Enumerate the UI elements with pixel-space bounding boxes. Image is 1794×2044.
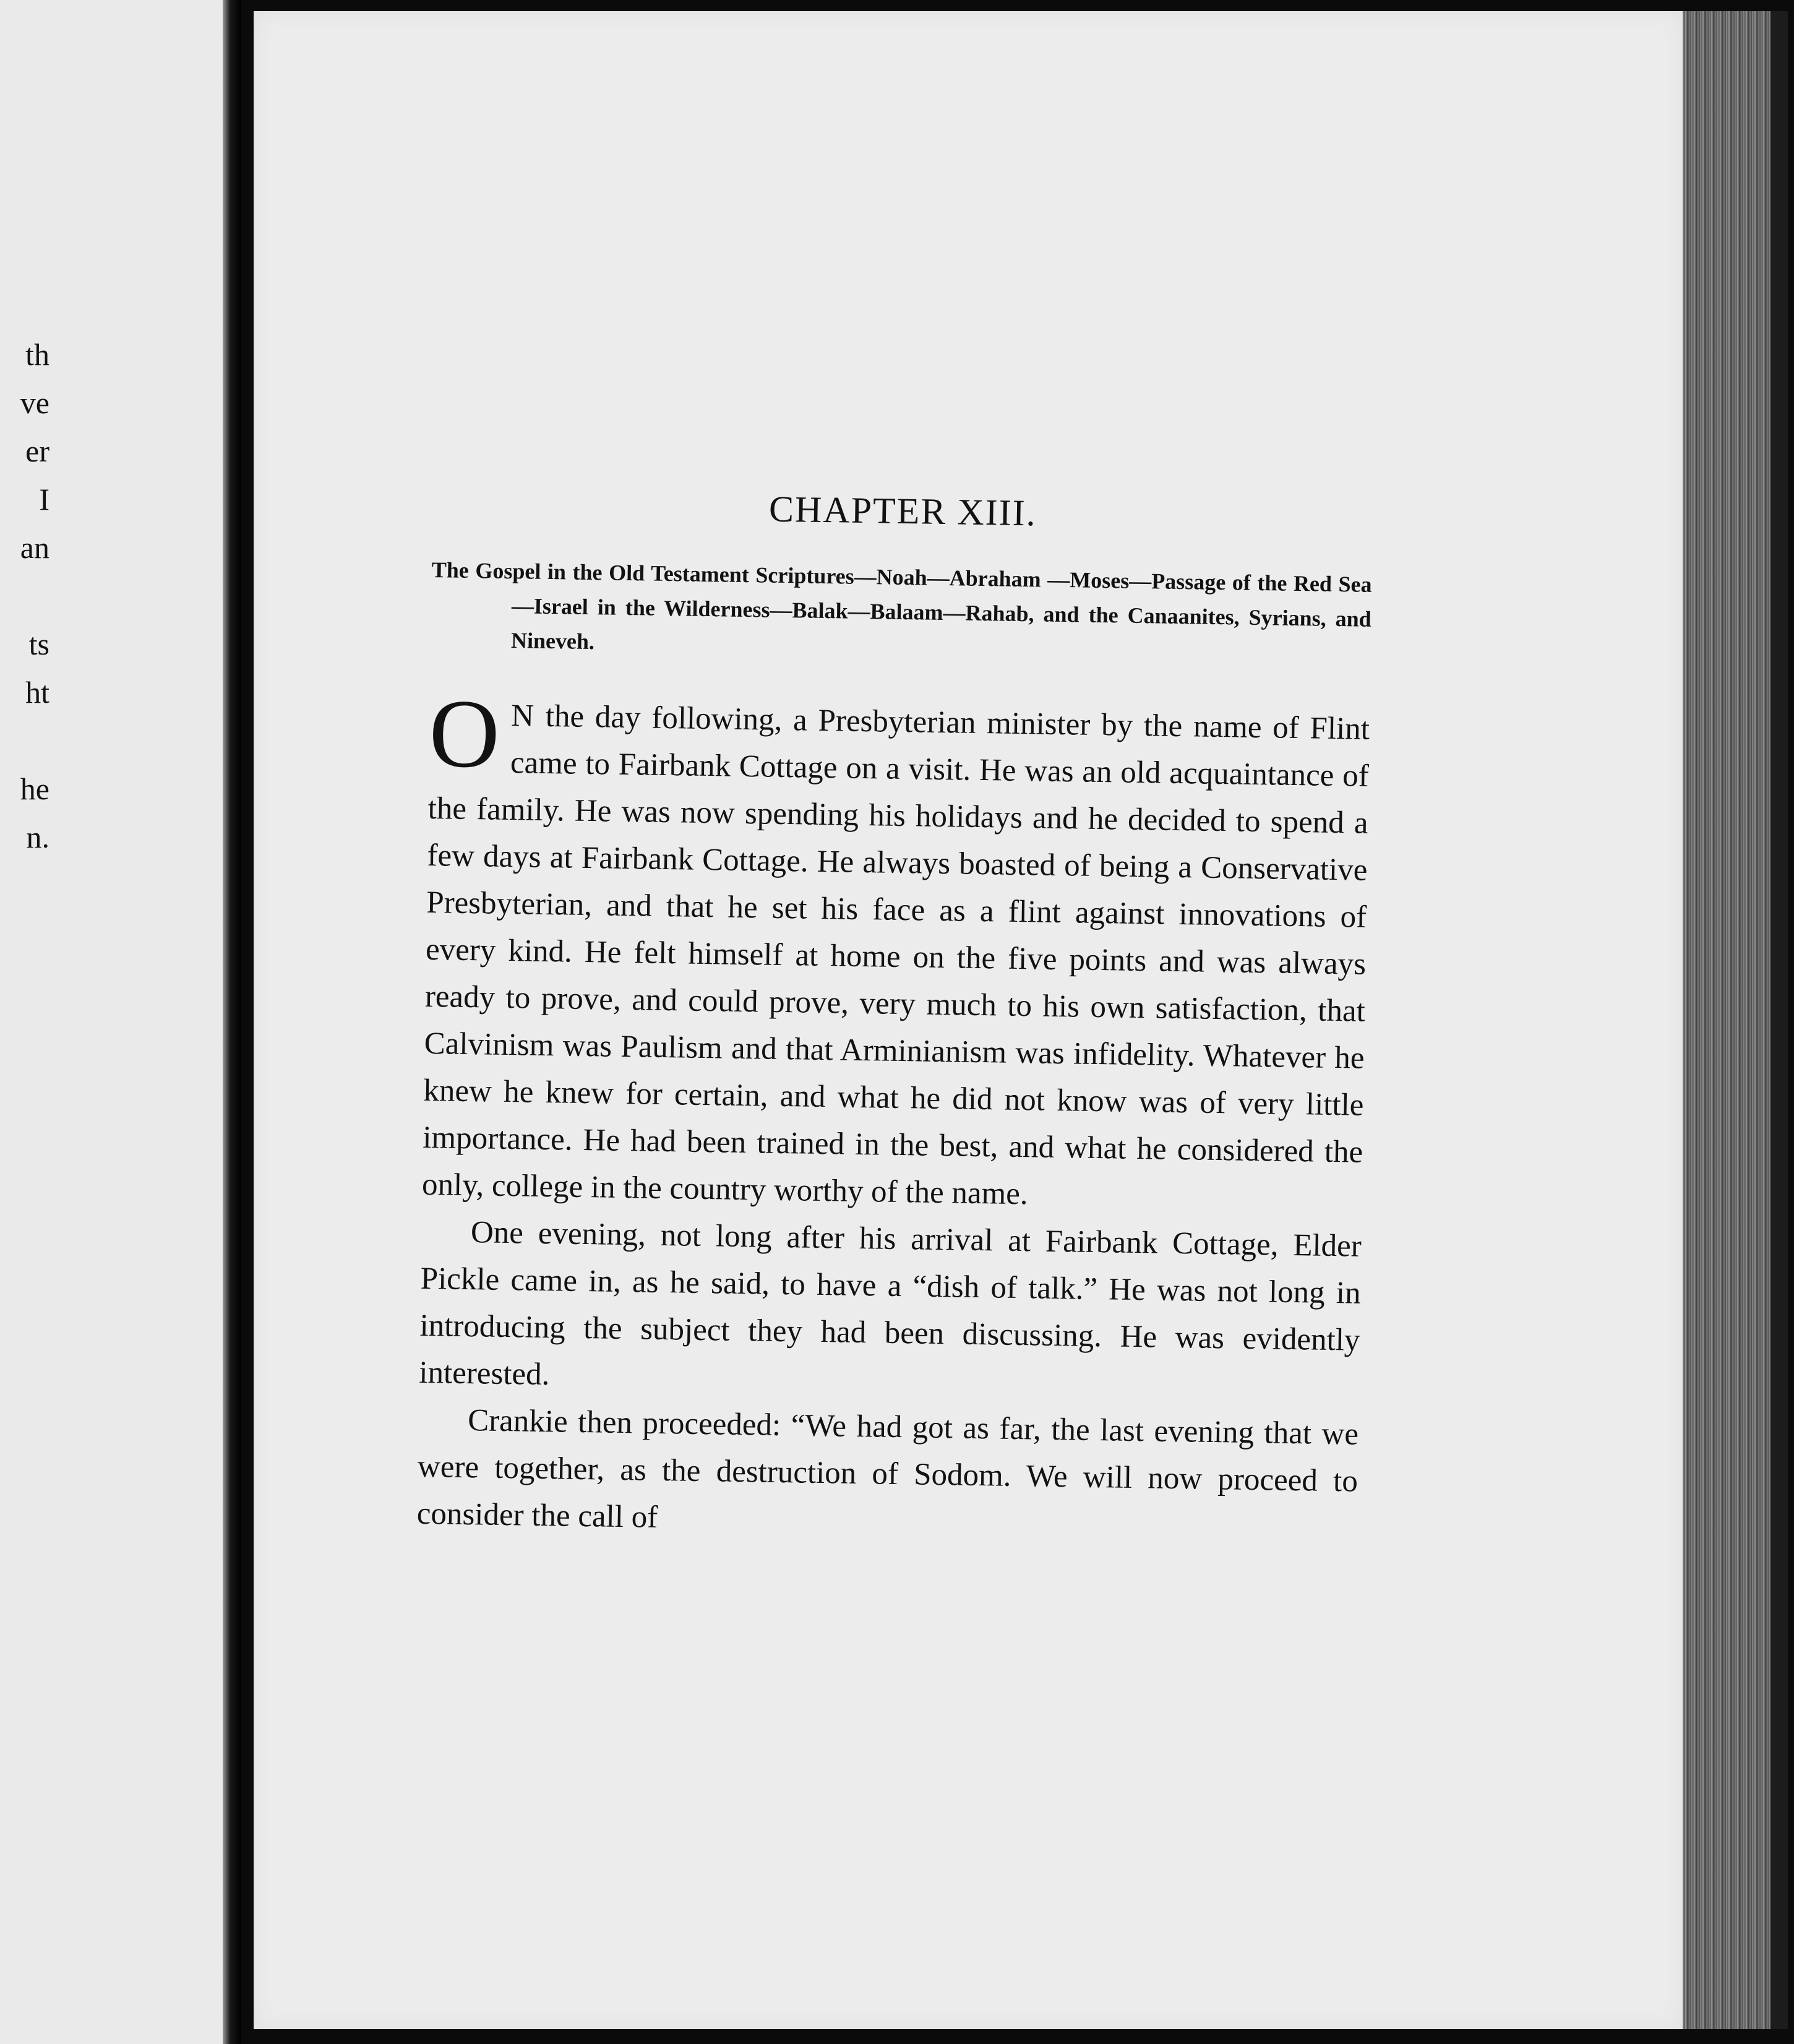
- chapter-summary: The Gospel in the Old Testament Scriptures—Noah—Abraham —Moses—Passage of the Red Sea—Israel in the Wilderness—Balak—Balaam—Rahab, and the Canaanites, Syrians, and Nineveh.: [431, 557, 1372, 655]
- book-gutter: [223, 0, 241, 2044]
- paragraph-3: Crankie then proceeded: “We had got as far, the last evening that we were together, as the destruction of Sodom. We will now proceed to consider the call of: [416, 1403, 1359, 1535]
- page-text-block: [416, 483, 1373, 1552]
- left-fragment-gap: [0, 572, 49, 620]
- left-fragment: er: [25, 434, 49, 468]
- left-fragment: an: [20, 530, 49, 565]
- paragraph-1-lead: N: [510, 698, 535, 734]
- left-fragment: th: [25, 337, 49, 372]
- left-fragment: I: [39, 482, 49, 517]
- chapter-title: CHAPTER XIII.: [768, 488, 1037, 534]
- left-fragment: ht: [25, 675, 49, 710]
- paragraph-1: [421, 679, 1370, 1223]
- page-edges: [1683, 11, 1788, 2029]
- left-fragment: n.: [26, 820, 49, 854]
- left-fragment: he: [20, 771, 49, 806]
- left-page-fragments: [0, 330, 49, 861]
- drop-cap: O: [428, 679, 501, 789]
- left-fragment: ts: [28, 627, 49, 661]
- paragraph-1-text: the day following, a Presbyterian minister by the name of Flint came to Fairbank Cottage on a visit. He was an old acquaintance of the family. He was now spending his holidays and he decided to spend a few days at Fairbank Cottage. He always boasted of being a Conservative Presbyterian, and that he set his face as a flint against innovations of every kind. He felt himself at home on the five points and was always ready to prove, and could prove, very much to his own satisfaction, that Calvinism was Paulism and that Arminianism was infidelity. Whatever he knew he knew for certain, and what he did not know was of very little importance. He had been trained in the best, and what he considered the only, college in the country worthy of the name.: [421, 698, 1370, 1212]
- left-fragment: ve: [20, 385, 49, 420]
- paragraph-2: One evening, not long after his arrival at Fairbank Cottage, Elder Pickle came in, as he said, to have a “dish of talk.” He was not long in introducing the subject they had been discussing. He was evidently interested.: [418, 1215, 1362, 1393]
- left-fragment-gap: [0, 716, 49, 765]
- left-facing-page: [0, 0, 223, 2044]
